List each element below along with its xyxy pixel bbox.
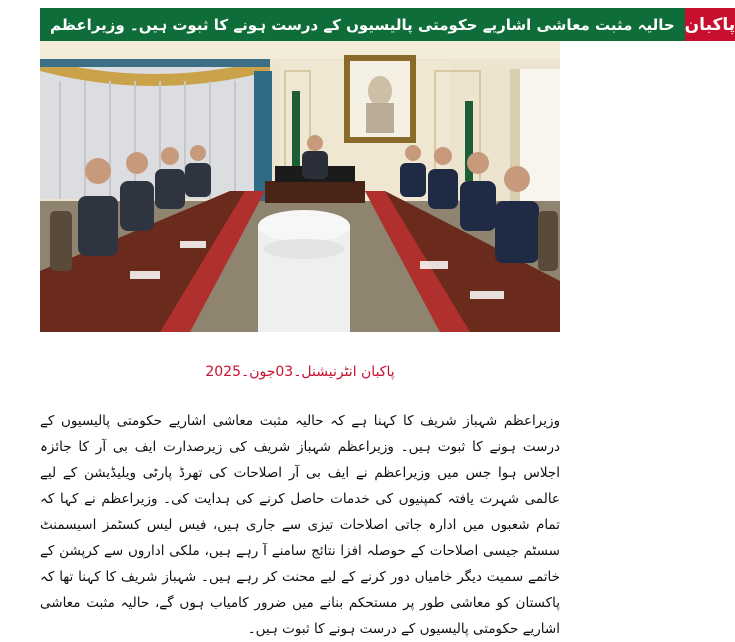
- brand-name: پاکبان: [684, 14, 735, 35]
- news-photo: [40, 41, 560, 332]
- dateline: پاکبان انٹرنیشنل۔03جون۔2025: [205, 364, 395, 380]
- article-body: وزیراعظم شہباز شریف کا کہنا ہے کہ حالیہ مثبت معاشی اشاریے حکومتی پالیسیوں کے درست ہونے کا ثبوت ہیں۔ وزیراعظم شہباز شریف کی زیرصدارت ایف بی آر کا جائزہ اجلاس ہوا جس میں وزیراعظم نے ایف بی آر اصلاحات کی تھرڈ پارٹی ویلیڈیشن کے لیے عالمی شہرت یافتہ کمپنیوں کی خدمات حاصل کرنے کی ہدایت کی۔ وزیراعظم نے کہا کہ تمام شعبوں میں ادارہ جاتی اصلاحات تیزی سے جاری ہیں، فیس لیس کسٹمز اسیسمنٹ سسٹم جیسی اصلاحات کے حوصلہ افزا نتائج سامنے آ رہے ہیں، ملکی اداروں سے کرپشن کے خاتمے سمیت دیگر خامیاں دور کرنے کے لیے محنت کر رہے ہیں۔ شہباز شریف کا کہنا تھا کہ پاکستان کو معاشی طور پر مستحکم بنانے میں ضرور کامیاب ہوں گے، حالیہ مثبت معاشی اشاریے حکومتی پالیسیوں کے درست ہونے کا ثبوت ہیں۔: [40, 413, 560, 637]
- cabinet-meeting-photo: [40, 41, 560, 332]
- header-bar: [40, 8, 735, 41]
- headline-bar: [40, 8, 685, 41]
- brand-logo: [685, 8, 735, 41]
- headline-text: حالیہ مثبت معاشی اشاریے حکومتی پالیسیوں کے درست ہونے کا ثبوت ہیں۔ وزیراعظم: [50, 15, 675, 34]
